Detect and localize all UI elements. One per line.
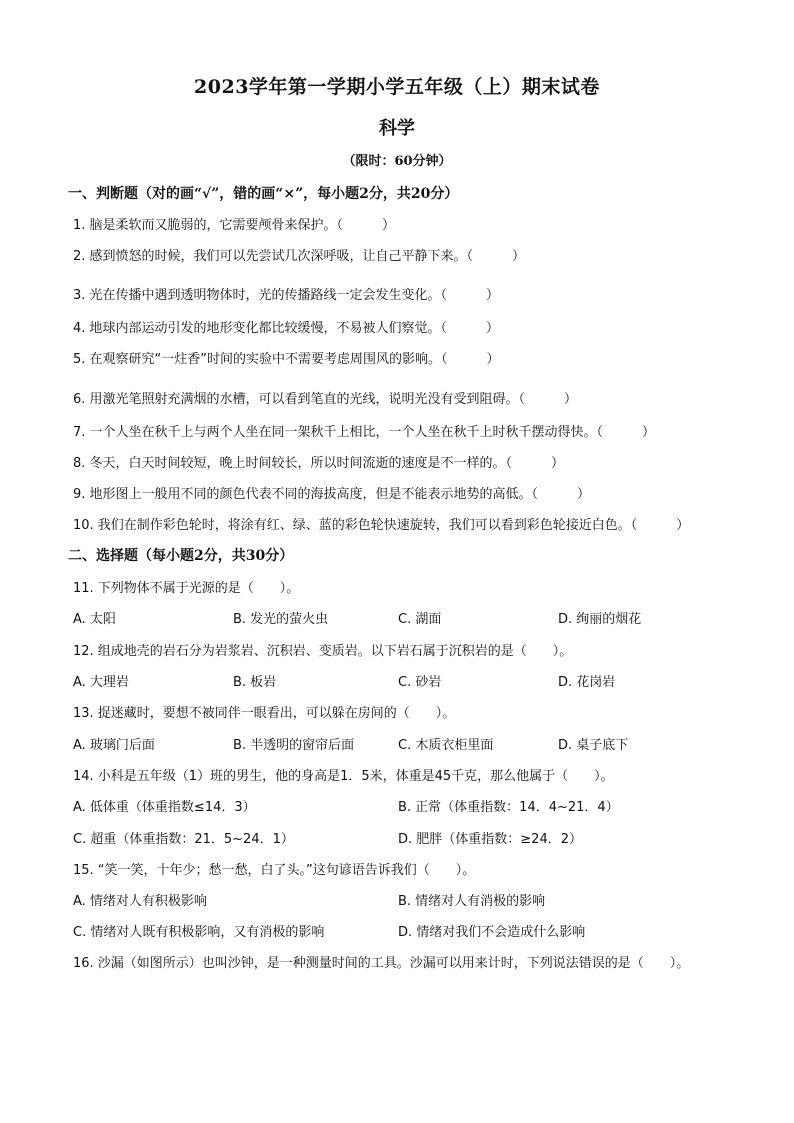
judgment-item: 5. 在观察研究“一炷香”时间的实验中不需要考虑周围风的影响。（ ）: [73, 352, 500, 367]
question-stem: 13. 捉迷藏时，要想不被同伴一眼看出，可以躲在房间的（ ）。: [73, 706, 456, 721]
option-a: A. 低体重（体重指数≤14．3）: [73, 800, 256, 815]
judgment-item: 2. 感到愤怒的时候，我们可以先尝试几次深呼吸，让自己平静下来。（ ）: [73, 249, 526, 264]
judgment-item: 6. 用激光笔照射充满烟的水槽，可以看到笔直的光线，说明光没有受到阻碍。（ ）: [73, 392, 578, 407]
option-d: D. 肥胖（体重指数：≥24．2）: [398, 832, 582, 847]
section-heading-choice: 二、选择题（每小题2分，共30分）: [68, 548, 294, 564]
question-stem: 11. 下列物体不属于光源的是（ ）。: [73, 581, 300, 596]
option-d: D. 情绪对我们不会造成什么影响: [398, 925, 586, 940]
judgment-item: 4. 地球内部运动引发的地形变化都比较缓慢，不易被人们察觉。（ ）: [73, 321, 500, 336]
option-c: C. 木质衣柜里面: [398, 738, 494, 753]
option-d: D. 绚丽的烟花: [558, 612, 642, 627]
option-a: A. 玻璃门后面: [73, 738, 155, 753]
judgment-item: 3. 光在传播中遇到透明物体时，光的传播路线一定会发生变化。（ ）: [73, 288, 500, 303]
option-d: D. 桌子底下: [558, 738, 629, 753]
judgment-item: 8. 冬天，白天时间较短，晚上时间较长，所以时间流逝的速度是不一样的。（ ）: [73, 456, 565, 471]
option-a: A. 情绪对人有积极影响: [73, 894, 207, 909]
subject-title: 科学: [379, 118, 415, 139]
time-limit: （限时：60分钟）: [342, 154, 452, 169]
option-b: B. 情绪对人有消极的影响: [398, 894, 546, 909]
judgment-item: 9. 地形图上一般用不同的颜色代表不同的海拔高度，但是不能表示地势的高低。（ ）: [73, 487, 591, 502]
option-c: C. 超重（体重指数：21．5~24．1）: [73, 832, 294, 847]
option-b: B. 正常（体重指数：14．4~21．4）: [398, 800, 619, 815]
option-d: D. 花岗岩: [558, 675, 616, 690]
question-stem: 12. 组成地壳的岩石分为岩浆岩、沉积岩、变质岩。以下岩石属于沉积岩的是（ ）。: [73, 644, 573, 659]
option-c: C. 砂岩: [398, 675, 442, 690]
option-a: A. 大理岩: [73, 675, 129, 690]
exam-title: 2023学年第一学期小学五年级（上）期末试卷: [194, 76, 600, 98]
judgment-item: 1. 脑是柔软而又脆弱的，它需要颅骨来保护。（ ）: [73, 218, 396, 233]
option-c: C. 情绪对人既有积极影响，又有消极的影响: [73, 925, 325, 940]
option-b: B. 板岩: [233, 675, 277, 690]
option-b: B. 发光的萤火虫: [233, 612, 329, 627]
option-c: C. 湖面: [398, 612, 442, 627]
section-heading-judgment: 一、判断题（对的画“√”，错的画“×”，每小题2分，共20分）: [68, 186, 459, 202]
judgment-item: 7. 一个人坐在秋千上与两个人坐在同一架秋千上相比，一个人坐在秋千上时秋千摆动得快。（ ）: [73, 425, 656, 440]
question-stem: 14. 小科是五年级（1）班的男生，他的身高是1．5米，体重是45千克，那么他属于（ ）。: [73, 769, 614, 784]
question-stem: 15. “笑一笑，十年少；愁一愁，白了头。”这句谚语告诉我们（ ）。: [73, 863, 476, 878]
option-a: A. 太阳: [73, 612, 116, 627]
option-b: B. 半透明的窗帘后面: [233, 738, 355, 753]
question-stem: 16. 沙漏（如图所示）也叫沙钟，是一种测量时间的工具。沙漏可以用来计时，下列说法错误的是（ ）。: [73, 956, 690, 971]
judgment-item: 10. 我们在制作彩色轮时，将涂有红、绿、蓝的彩色轮快速旋转，我们可以看到彩色轮接近白色。（ ）: [73, 518, 690, 533]
